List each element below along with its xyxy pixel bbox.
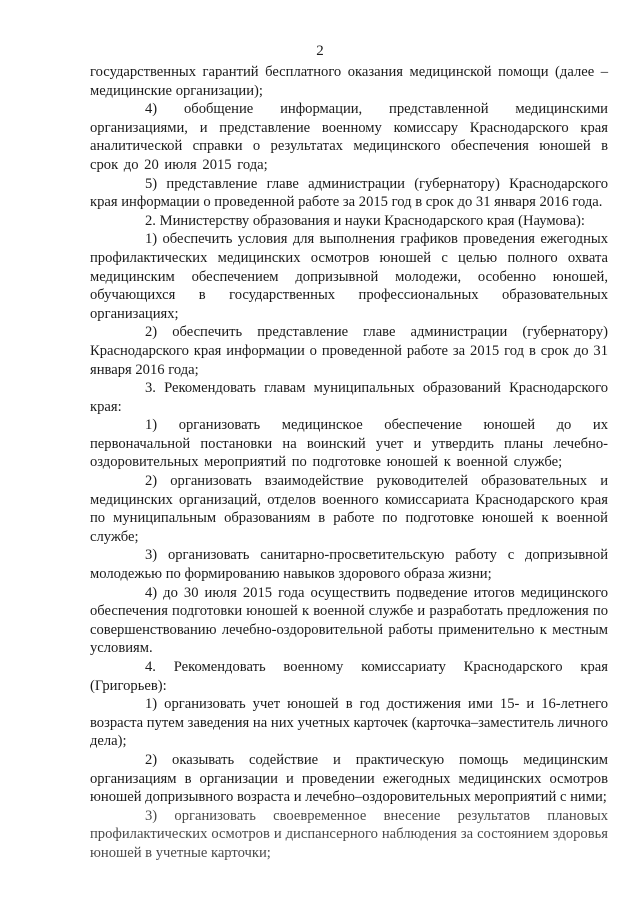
paragraph-section-2-item-1: 1) обеспечить условия для выполнения графиков проведения ежегодных профилактических медицинских осмотров юношей с целью полного охвата медицинским обеспечением допризывной молодежи, особенно юношей, обучающихся в государственных профессиональных образовательных организациях; — [90, 231, 608, 322]
paragraph-section-4-item-3: 3) организовать своевременное внесение результатов плановых профилактических осмотров и диспансерного наблюдения за состоянием здоровья юношей в учетные карточки; — [90, 807, 608, 861]
page-number: 2 — [316, 43, 324, 59]
paragraph-section-4-item-2: 2) оказывать содействие и практическую помощь медицинским организациям в организации и проведении ежегодных медицинских осмотров юношей допризывного возраста и лечебно–оздоровительных мероприятий с ними; — [90, 751, 608, 806]
paragraph-continuation: государственных гарантий бесплатного оказания медицинской помощи (далее – медицинские организации); — [90, 64, 608, 99]
paragraph-section-2-item-2: 2) обеспечить представление главе администрации (губернатору) Краснодарского края информации о проведенной работе за 2015 год в срок до 31 января 2016 года; — [90, 324, 608, 378]
paragraph-section-4: 4. Рекомендовать военному комиссариату Краснодарского края (Григорьев): — [90, 659, 608, 694]
document-body — [90, 63, 608, 863]
paragraph-item-4: 4) обобщение информации, представленной медицинскими организациями, и представление военному комиссару Краснодарского края аналитической справки о результатах медицинского обеспечения юношей в срок до 20 июля 2015 года; — [90, 101, 608, 173]
paragraph-section-2: 2. Министерству образования и науки Краснодарского края (Наумова): — [145, 212, 585, 229]
paragraph-section-4-item-1: 1) организовать учет юношей в год достижения ими 15- и 16-летнего возраста путем заведения на них учетных карточек (карточка–заместитель личного дела); — [90, 696, 608, 750]
paragraph-section-3-item-2: 2) организовать взаимодействие руководителей образовательных и медицинских организаций, отделов военного комиссариата Краснодарского края по муниципальным образованиям в работе по подготовке юношей к военной службе; — [90, 473, 608, 545]
paragraph-section-3-item-4: 4) до 30 июля 2015 года осуществить подведение итогов медицинского обеспечения подготовки юношей к военной службе и разработать предложения по совершенствованию лечебно-оздоровительной работы применительно к местным условиям. — [90, 584, 608, 657]
paragraph-item-5: 5) представление главе администрации (губернатору) Краснодарского края информации о проведенной работе за 2015 год в срок до 31 января 2016 года. — [90, 175, 608, 211]
paragraph-section-3-item-3: 3) организовать санитарно-просветительскую работу с допризывной молодежью по формированию навыков здорового образа жизни; — [90, 547, 608, 583]
paragraph-section-3: 3. Рекомендовать главам муниципальных образований Краснодарского края: — [90, 380, 608, 415]
paragraph-section-3-item-1: 1) организовать медицинское обеспечение юношей до их первоначальной постановки на воинский учет и утвердить планы лечебно-оздоровительных мероприятий по подготовке юношей к военной службе; — [90, 417, 608, 471]
